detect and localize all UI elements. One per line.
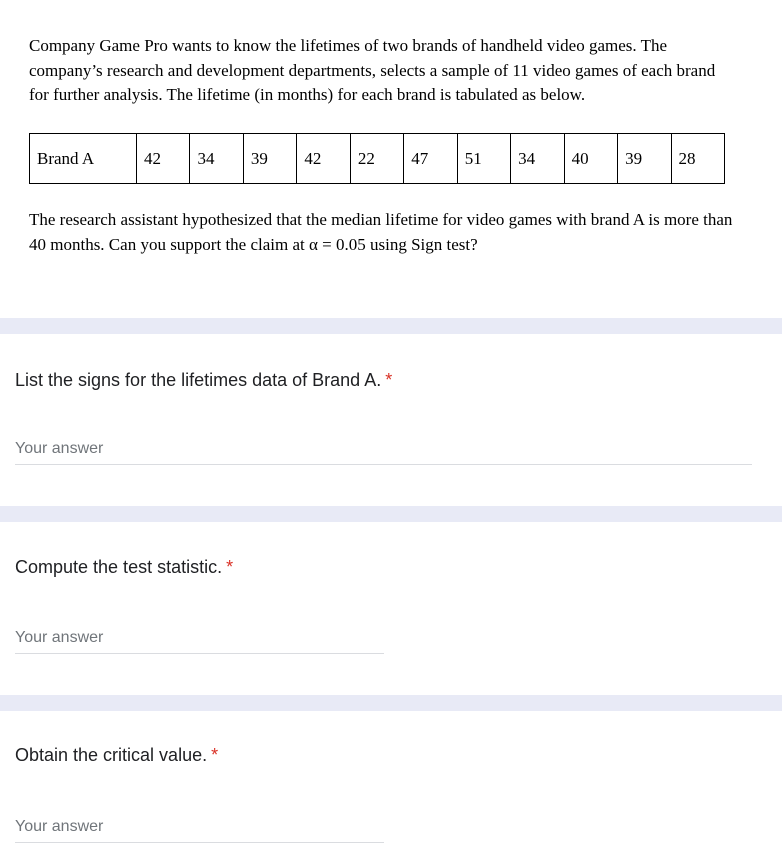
table-cell: 34 <box>190 134 243 184</box>
answer-input-signs[interactable]: Your answer <box>15 440 752 465</box>
problem-card <box>0 0 782 318</box>
question-title <box>15 370 392 391</box>
table-cell: 40 <box>564 134 617 184</box>
table-cell: 28 <box>671 134 724 184</box>
section-separator <box>0 506 782 522</box>
question-title-text: Compute the test statistic. <box>15 557 223 577</box>
required-asterisk: * <box>385 370 393 390</box>
question-card-test-statistic <box>0 522 782 695</box>
question-card-signs <box>0 334 782 506</box>
table-header-cell: Brand A <box>30 134 137 184</box>
required-asterisk: * <box>226 557 234 577</box>
table-cell: 47 <box>404 134 457 184</box>
table-cell: 42 <box>137 134 190 184</box>
problem-hypothesis: The research assistant hypothesized that the median lifetime for video games with brand A is more than 40 months. Can you support the claim at α = 0.05 using Sign test? <box>29 210 733 254</box>
table-cell: 34 <box>511 134 564 184</box>
table-cell: 42 <box>297 134 350 184</box>
table-cell: 22 <box>350 134 403 184</box>
table-cell: 39 <box>243 134 296 184</box>
section-separator <box>0 695 782 711</box>
answer-input-test-statistic[interactable]: Your answer <box>15 629 384 654</box>
question-title-text: List the signs for the lifetimes data of Brand A. <box>15 370 382 390</box>
table-cell: 39 <box>618 134 671 184</box>
table-cell: 51 <box>457 134 510 184</box>
lifetime-table <box>29 133 725 184</box>
problem-intro: Company Game Pro wants to know the lifetimes of two brands of handheld video games. The company’s research and development departments, selects a sample of 11 video games of each brand for further analysis. The lifetime (in months) for each brand is tabulated as below. <box>29 36 716 104</box>
question-title-text: Obtain the critical value. <box>15 745 208 765</box>
question-card-critical-value <box>0 711 782 848</box>
question-title <box>15 557 233 578</box>
required-asterisk: * <box>211 745 219 765</box>
question-title <box>15 745 218 766</box>
section-separator <box>0 318 782 334</box>
answer-input-critical-value[interactable]: Your answer <box>15 818 384 843</box>
table-row <box>30 134 725 184</box>
